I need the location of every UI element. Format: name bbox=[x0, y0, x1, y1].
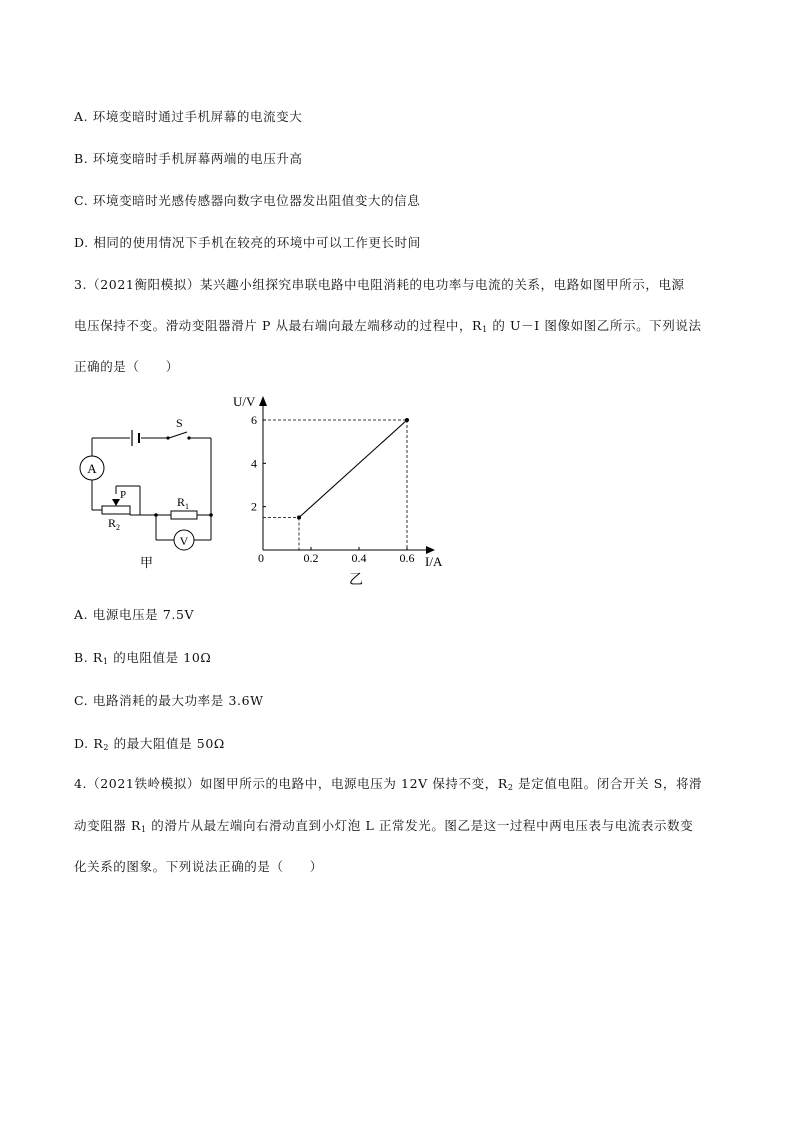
q4-line-1: 4.（2021铁岭模拟）如图甲所示的电路中，电源电压为 12V 保持不变，$R_2$ 是定值电阻。闭合开关 S，将滑 bbox=[74, 776, 703, 792]
circuit-caption: 甲 bbox=[140, 555, 154, 570]
ammeter-label: A bbox=[87, 461, 97, 476]
q3-option-a: A. 电源电压是 7.5V bbox=[74, 607, 195, 622]
data-point bbox=[405, 418, 409, 422]
y-axis-arrow bbox=[259, 396, 267, 406]
r1-label: $R_1$ bbox=[177, 495, 190, 511]
y-tick-label: 2 bbox=[251, 499, 257, 514]
graph-caption: 乙 bbox=[349, 573, 363, 588]
switch-blade bbox=[169, 432, 187, 438]
q4-line-3: 化关系的图象。下列说法正确的是（ ） bbox=[74, 859, 323, 874]
y-tick-label: 6 bbox=[251, 413, 257, 427]
y-axis-label: U/V bbox=[233, 394, 256, 409]
rheostat-r2 bbox=[102, 506, 130, 514]
q4-line-2: 动变阻器 $R_1$ 的滑片从最左端向右滑动直到小灯泡 L 正常发光。图乙是这一过程中两电压表与电流表示数变 bbox=[74, 818, 694, 834]
x-tick-label: 0.6 bbox=[399, 551, 415, 565]
q3-line-2: 电压保持不变。滑动变阻器滑片 P 从最右端向最左端移动的过程中，$R_1$ 的 U－I 图像如图乙所示。下列说法 bbox=[74, 318, 702, 334]
slider-arrow bbox=[112, 499, 120, 506]
voltmeter-label: V bbox=[179, 534, 189, 548]
q3-line-1: 3.（2021衡阳模拟）某兴趣小组探究串联电路中电阻消耗的电功率与电流的关系，电路如图甲所示，电源 bbox=[74, 277, 685, 292]
option-c: C. 环境变暗时光感传感器向数字电位器发出阻值变大的信息 bbox=[74, 193, 421, 208]
origin-label: 0 bbox=[258, 551, 264, 565]
r2-label: $R_2$ bbox=[108, 516, 121, 532]
option-d: D. 相同的使用情况下手机在较亮的环境中可以工作更长时间 bbox=[74, 235, 421, 250]
option-a: A. 环境变暗时通过手机屏幕的电流变大 bbox=[74, 109, 303, 124]
circuit-diagram bbox=[70, 390, 240, 580]
y-tick-label: 4 bbox=[251, 456, 257, 471]
ui-graph bbox=[225, 390, 455, 590]
q3-option-d: D. $R_2$ 的最大阻值是 50Ω bbox=[74, 736, 225, 752]
x-axis-arrow bbox=[426, 546, 435, 554]
series-line bbox=[299, 420, 407, 518]
switch-label: S bbox=[176, 416, 183, 430]
q3-option-c: C. 电路消耗的最大功率是 3.6W bbox=[74, 693, 264, 708]
x-tick-label: 0.4 bbox=[351, 551, 367, 565]
data-point bbox=[297, 516, 301, 520]
slider-label: P bbox=[120, 489, 127, 501]
option-b: B. 环境变暗时手机屏幕两端的电压升高 bbox=[74, 151, 303, 166]
x-axis-label: I/A bbox=[425, 554, 443, 569]
resistor-r1 bbox=[171, 511, 197, 519]
x-tick-label: 0.2 bbox=[303, 551, 319, 565]
q3-option-b: B. $R_1$ 的电阻值是 10Ω bbox=[74, 650, 212, 666]
q3-line-3: 正确的是（ ） bbox=[74, 359, 179, 374]
